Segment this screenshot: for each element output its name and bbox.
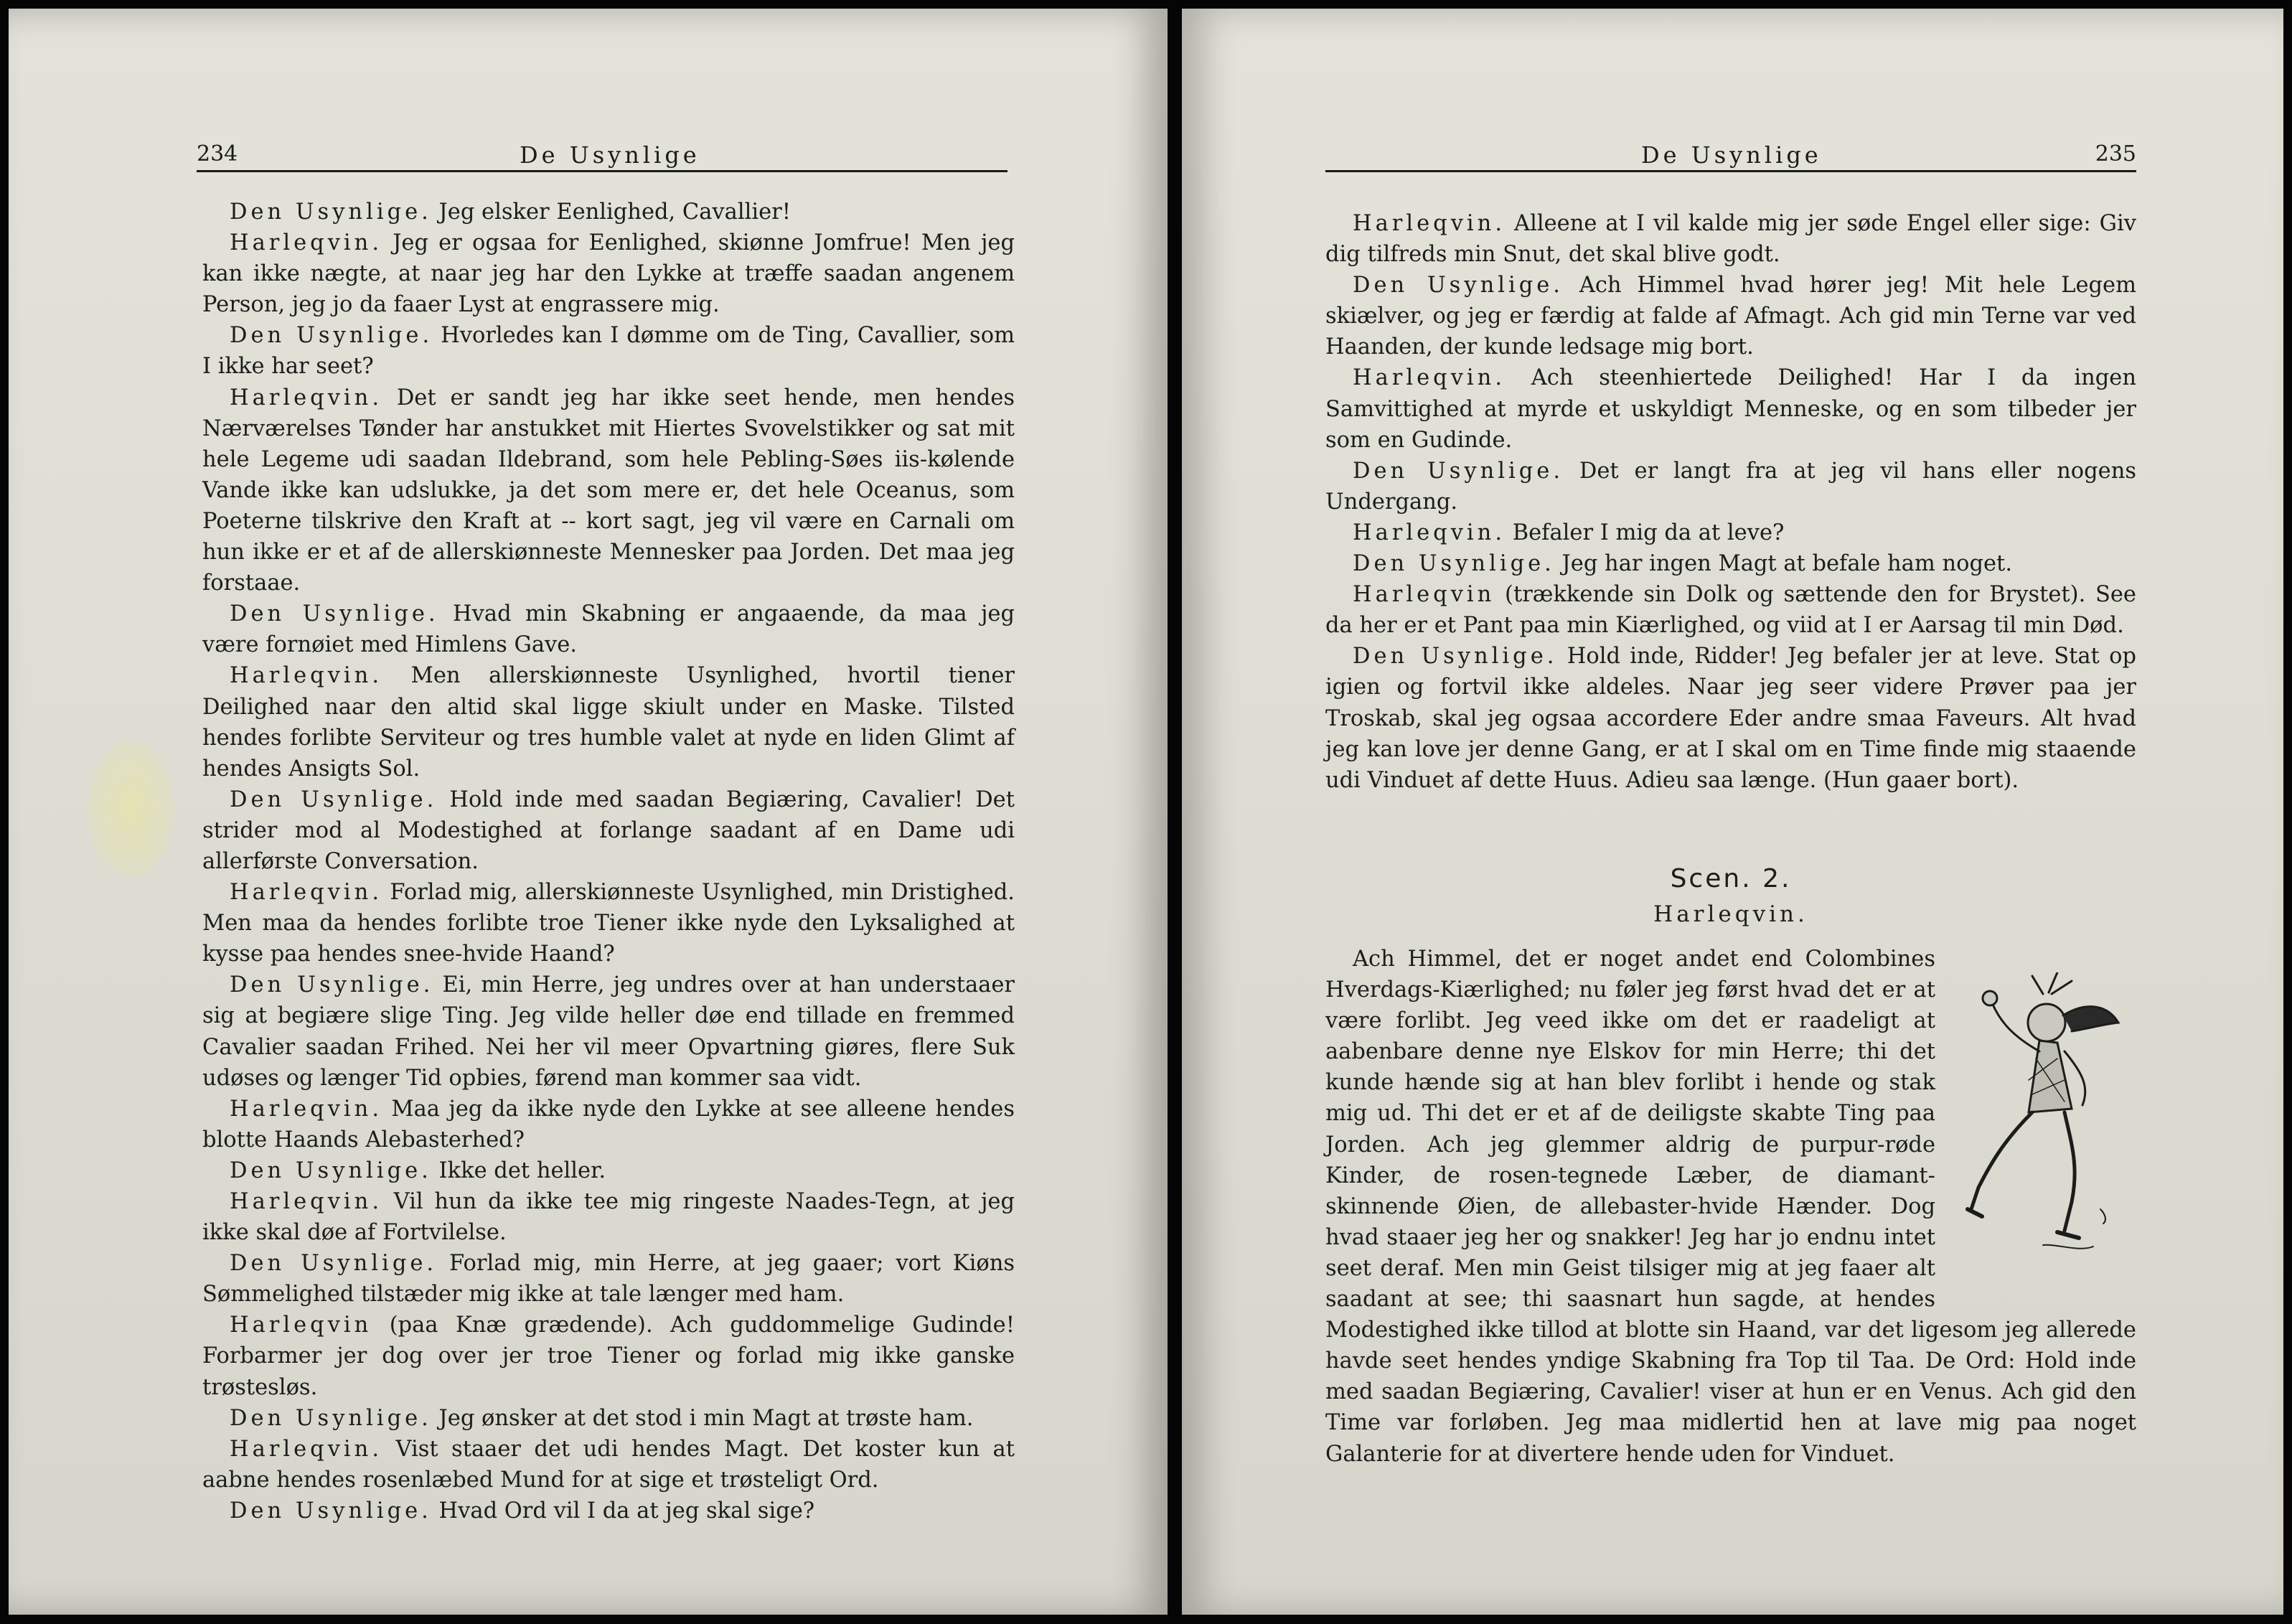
dialogue-paragraph xyxy=(202,784,1015,877)
dialogue-paragraph xyxy=(1325,517,2136,548)
harlequin-dancing-illustration xyxy=(1957,972,2136,1288)
dialogue-text: Det er langt fra at jeg vil hans eller nogens Undergang. xyxy=(1325,458,2136,515)
dialogue-text: Vist staaer det udi hendes Magt. Det koster kun at aabne hendes rosenlæbed Mund for at sige et trøsteligt Ord. xyxy=(202,1436,1015,1493)
dialogue-text: Vil hun da ikke tee mig ringeste Naades-Tegn, at jeg ikke skal døe af Fortvilelse. xyxy=(202,1189,1015,1246)
dialogue-text: Jeg ønsker at det stod i min Magt at trøste ham. xyxy=(431,1405,974,1431)
dialogue-text: Ach Himmel hvad hører jeg! Mit hele Legem skiælver, og jeg er færdig at falde af Afmagt. Ach gid min Terne var ved Haanden, der kunde ledsage mig bort. xyxy=(1325,273,2137,360)
speaker-name: Harleqvin. xyxy=(1353,365,1506,391)
speaker-name: Den Usynlige. xyxy=(230,601,439,627)
dialogue-paragraph xyxy=(1325,579,2136,641)
dialogue-text: Ach steenhiertede Deilighed! Har I da ingen Samvittighed at myrde et uskyldigt Menneske, og en som tilbeder jer som en Gudinde. xyxy=(1325,365,2136,453)
dialogue-paragraph xyxy=(202,970,1015,1093)
speaker-name: Den Usynlige. xyxy=(230,787,438,812)
speaker-name: Harleqvin. xyxy=(230,1096,383,1122)
dialogue-text: Hold inde, Ridder! Jeg befaler jer at leve. Stat op igien og fortvil ikke aldeles. Naar jeg seer videre Prøver paa jer Troskab, skal jeg ogsaa accordere Eder andre smaa Faveurs. Alt hvad jeg kan love jer denne Gang, er at I skal om en Time finde mig staaende udi Vinduet af dette Huus. Adieu saa længe. (Hun gaaer bort). xyxy=(1325,644,2136,793)
dialogue-text: Jeg har ingen Magt at befale ham noget. xyxy=(1554,551,2013,577)
dialogue-paragraph xyxy=(1325,270,2136,362)
speaker-name: Harleqvin. xyxy=(230,880,383,906)
dialogue-text: Befaler I mig da at leve? xyxy=(1506,520,1785,545)
dialogue-paragraph xyxy=(1325,362,2136,455)
speaker-name: Harleqvin xyxy=(230,1313,372,1338)
dialogue-paragraph xyxy=(202,1094,1015,1155)
page-number: 234 xyxy=(197,141,238,166)
speaker-name: Den Usynlige. xyxy=(1353,458,1564,484)
dialogue-paragraph xyxy=(202,1310,1015,1402)
dialogue-paragraph xyxy=(202,1496,1015,1526)
speaker-name: Harleqvin. xyxy=(230,1189,383,1214)
left-page xyxy=(9,9,1168,1615)
dialogue-text: Hold inde med saadan Begiæring, Cavalier! Det strider mod al Modestighed at forlange saadant af en Dame udi allerførste Conversation. xyxy=(202,787,1015,874)
dialogue-paragraph xyxy=(202,320,1015,382)
speaker-name: Harleqvin. xyxy=(1353,211,1506,236)
left-page-header xyxy=(197,141,1008,172)
dialogue-paragraph xyxy=(202,877,1015,970)
dialogue-text: (trækkende sin Dolk og sættende den for Brystet). See da her er et Pant paa min Kiærlighed, og viid at I er Aarsag til min Død. xyxy=(1325,582,2136,639)
dialogue-text: (paa Knæ grædende). Ach guddommelige Gudinde! Forbarmer jer dog over jer troe Tiener og forlad mig ikke ganske trøstesløs. xyxy=(202,1313,1015,1400)
speaker-name: Harleqvin xyxy=(1353,582,1495,608)
running-title: De Usynlige xyxy=(1641,141,1822,169)
dialogue-text: Men allerskiønneste Usynlighed, hvortil tiener Deilighed naar den altid skal ligge skiult under en Maske. Tilsted hendes forlibte Serviteur og tres humble valet at nyde en liden Glimt af hendes Ansigts Sol. xyxy=(202,663,1015,782)
speaker-name: Den Usynlige. xyxy=(230,972,434,998)
speaker-name: Den Usynlige. xyxy=(230,1158,432,1183)
dialogue-paragraph xyxy=(202,660,1015,784)
speaker-name: Harleqvin. xyxy=(230,385,383,410)
dialogue-text: Hvorledes kan I dømme om de Ting, Cavallier, som I ikke har seet? xyxy=(202,323,1015,380)
speaker-name: Den Usynlige. xyxy=(1353,551,1555,577)
speaker-name: Harleqvin. xyxy=(230,663,383,689)
dialogue-paragraph xyxy=(202,599,1015,660)
dialogue-text: Ikke det heller. xyxy=(431,1158,606,1183)
dialogue-text: Jeg elsker Eenlighed, Cavallier! xyxy=(431,200,791,225)
running-title: De Usynlige xyxy=(520,141,700,169)
dialogue-paragraph xyxy=(202,1434,1015,1496)
dialogue-text: Hvad min Skabning er angaaende, da maa jeg være fornøiet med Himlens Gave. xyxy=(202,601,1015,658)
dialogue-text: Ei, min Herre, jeg undres over at han understaaer sig at begiære slige Ting. Jeg vilde heller døe end tillade en fremmed Cavalier saadan Frihed. Nei her vil meer Opvartning giøres, flere Suk udøses og længer Tid opbies, førend man kommer saa vidt. xyxy=(202,972,1015,1091)
dialogue-paragraph xyxy=(202,1186,1015,1248)
dialogue-paragraph xyxy=(202,1248,1015,1310)
dialogue-paragraph xyxy=(202,1403,1015,1434)
dialogue-paragraph xyxy=(1325,208,2136,270)
speaker-name: Den Usynlige. xyxy=(230,1498,432,1524)
scene-subtitle: Harleqvin. xyxy=(1653,901,1808,927)
speaker-name: Den Usynlige. xyxy=(1353,273,1564,299)
dialogue-paragraph xyxy=(202,1155,1015,1186)
dialogue-text: Jeg er ogsaa for Eenlighed, skiønne Jomfrue! Men jeg kan ikke nægte, at naar jeg har den Lykke at træffe saadan angenem Person, jeg jo da faaer Lyst at engrassere mig. xyxy=(202,230,1015,318)
speaker-name: Den Usynlige. xyxy=(230,1251,438,1277)
dialogue-text: Maa jeg da ikke nyde den Lykke at see alleene hendes blotte Haands Alebasterhed? xyxy=(202,1096,1015,1153)
dialogue-text: Hvad Ord vil I da at jeg skal sige? xyxy=(431,1498,815,1524)
harlequin-icon xyxy=(1957,972,2136,1288)
right-body-text xyxy=(1325,208,2136,796)
speaker-name: Den Usynlige. xyxy=(230,323,433,349)
scene-text xyxy=(1325,944,2136,1470)
scene-paragraph: Ach Himmel, det er noget andet end Colombines Hverdags-Kiærlighed; nu føler jeg først hvad det er at være forlibt. Jeg veed ikke om det er raadeligt at aabenbare denne nye Elskov for min Herre; thi det kunde hænde sig at han blev forlibt i hende og stak mig ud. Thi det er et af de deiligste skabte Ting paa Jorden. Ach jeg glemmer aldrig de purpur-røde Kinder, de rosen-tegnede Læber, de diamant-skinnende Øien, de allebaster-hvide Hænder. Dog hvad staaer jeg her og snakker! Jeg har jo endnu intet seet deraf. Men min Geist tilsiger mig at jeg faaer alt saadant at see; thi saasnart hun sagde, at hendes Modestighed ikke tillod at blotte sin Haand, var det ligesom jeg allerede havde seet hendes yndige Skabning fra Top til Taa. De Ord: Hold inde med saadan Begiæring, Cavalier! viser at hun er en Venus. Ach gid den Time var forløben. Jeg maa midlertid hen at lave mig paa noget Galanterie for at divertere hende uden for Vinduet. xyxy=(1325,947,2136,1467)
left-body-text xyxy=(202,197,1015,1526)
dialogue-text: Det er sandt jeg har ikke seet hende, men hendes Nærværelses Tønder har anstukket mit Hiertes Svovelstikker og sat mit hele Legeme udi saadan Ildebrand, som hele Pebling-Søes iis-kølende Vande ikke kan udslukke, ja det som mere er, det hele Oceanus, som Poeterne tilskrive den Kraft at -- kort sagt, jeg vil være en Carnali om hun ikke er et af de allerskiønneste Mennesker paa Jorden. Det maa jeg forstaae. xyxy=(202,385,1015,596)
scene-title: Scen. 2. xyxy=(1670,864,1792,893)
dialogue-paragraph xyxy=(1325,548,2136,579)
dialogue-text: Alleene at I vil kalde mig jer søde Engel eller sige: Giv dig tilfreds min Snut, det skal blive godt. xyxy=(1325,211,2136,268)
dialogue-paragraph xyxy=(202,197,1015,227)
dialogue-paragraph xyxy=(202,382,1015,599)
page-number: 235 xyxy=(2095,141,2136,166)
speaker-name: Den Usynlige. xyxy=(230,1405,432,1431)
dialogue-paragraph xyxy=(202,227,1015,320)
right-page-header xyxy=(1325,141,2136,172)
paper-stain xyxy=(88,741,174,877)
speaker-name: Harleqvin. xyxy=(230,230,383,256)
speaker-name: Harleqvin. xyxy=(1353,520,1506,545)
dialogue-paragraph xyxy=(1325,456,2136,517)
dialogue-text: Forlad mig, allerskiønneste Usynlighed, min Dristighed. Men maa da hendes forlibte troe Tiener ikke nyde den Lyksalighed at kysse paa hendes snee-hvide Haand? xyxy=(202,880,1015,967)
right-page xyxy=(1182,9,2283,1615)
dialogue-text: Forlad mig, min Herre, at jeg gaaer; vort Kiøns Sømmelighed tilstæder mig ikke at tale længer med ham. xyxy=(202,1251,1015,1308)
dialogue-paragraph xyxy=(1325,641,2136,795)
speaker-name: Den Usynlige. xyxy=(1353,644,1558,670)
speaker-name: Den Usynlige. xyxy=(230,200,432,225)
speaker-name: Harleqvin. xyxy=(230,1436,383,1462)
